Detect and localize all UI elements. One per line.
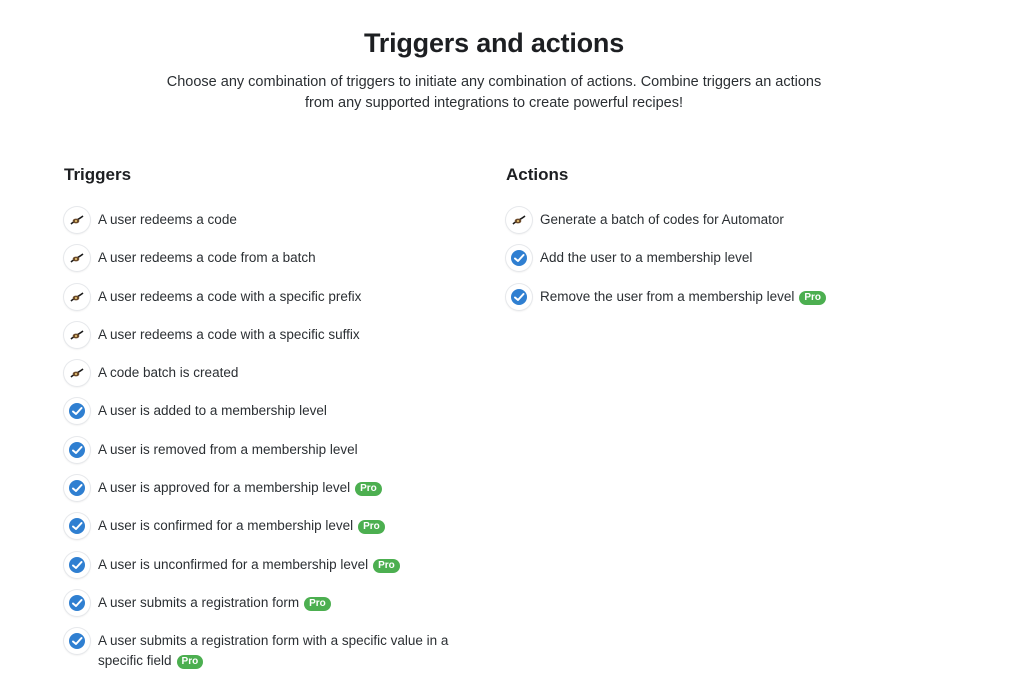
pro-badge: Pro: [177, 655, 204, 669]
trigger-item: [64, 284, 484, 310]
trigger-item: [64, 513, 484, 539]
membership-check-icon: [64, 475, 90, 501]
trigger-label: A user submits a registration form with a specific value in a specific field Pro: [98, 633, 449, 668]
uncanny-codes-icon: [64, 322, 90, 348]
trigger-item: [64, 322, 484, 348]
membership-check-icon: [64, 513, 90, 539]
trigger-label: A user is unconfirmed for a membership level Pro: [98, 552, 400, 575]
action-item: [506, 284, 926, 310]
membership-check-icon: [64, 552, 90, 578]
trigger-label: A user is confirmed for a membership level Pro: [98, 513, 385, 536]
page-subtitle: [150, 72, 838, 114]
trigger-item: [64, 245, 484, 271]
uncanny-codes-icon: [64, 284, 90, 310]
action-item: [506, 245, 926, 271]
membership-check-icon: [506, 245, 532, 271]
actions-list: [506, 207, 926, 310]
trigger-item: [64, 590, 484, 616]
triggers-heading: Triggers: [64, 165, 132, 184]
pro-badge: Pro: [355, 482, 382, 496]
subtitle-line-2: from any supported integrations to create powerful recipes!: [304, 95, 683, 111]
trigger-item: [64, 437, 484, 463]
page-title: Triggers and actions: [363, 28, 625, 58]
action-label: Add the user to a membership level: [540, 250, 753, 266]
action-item: [506, 207, 926, 233]
trigger-item: [64, 207, 484, 233]
trigger-item: [64, 552, 484, 578]
trigger-item: [64, 360, 484, 386]
action-label: Remove the user from a membership level Pro: [540, 284, 826, 307]
trigger-label: A user is removed from a membership level: [98, 441, 358, 457]
uncanny-codes-icon: [64, 245, 90, 271]
trigger-label: A user submits a registration form Pro: [98, 590, 331, 613]
subtitle-line-1: Choose any combination of triggers to initiate any combination of actions. Combine triggers an actions: [166, 74, 822, 90]
actions-column: [506, 165, 926, 322]
membership-check-icon: [64, 590, 90, 616]
pro-badge: Pro: [358, 520, 385, 534]
trigger-item: [64, 475, 484, 501]
trigger-item: [64, 398, 484, 424]
triggers-column: [64, 165, 484, 678]
trigger-item: [64, 628, 484, 670]
trigger-label: A user is approved for a membership level Pro: [98, 475, 382, 498]
pro-badge: Pro: [373, 559, 400, 573]
membership-check-icon: [64, 628, 90, 654]
trigger-label: A code batch is created: [98, 365, 239, 381]
actions-heading: Actions: [506, 165, 569, 184]
trigger-label: A user is added to a membership level: [98, 403, 327, 419]
membership-check-icon: [506, 284, 532, 310]
trigger-label: A user redeems a code: [98, 212, 237, 227]
membership-check-icon: [64, 398, 90, 424]
uncanny-codes-icon: [506, 207, 532, 233]
action-label: Generate a batch of codes for Automator: [540, 212, 784, 227]
uncanny-codes-icon: [64, 207, 90, 233]
trigger-label: A user redeems a code with a specific prefix: [98, 288, 362, 304]
membership-check-icon: [64, 437, 90, 463]
pro-badge: Pro: [799, 291, 826, 305]
trigger-label: A user redeems a code from a batch: [98, 250, 316, 266]
uncanny-codes-icon: [64, 360, 90, 386]
trigger-label: A user redeems a code with a specific suffix: [98, 326, 360, 342]
pro-badge: Pro: [304, 597, 331, 611]
triggers-list: [64, 207, 484, 670]
